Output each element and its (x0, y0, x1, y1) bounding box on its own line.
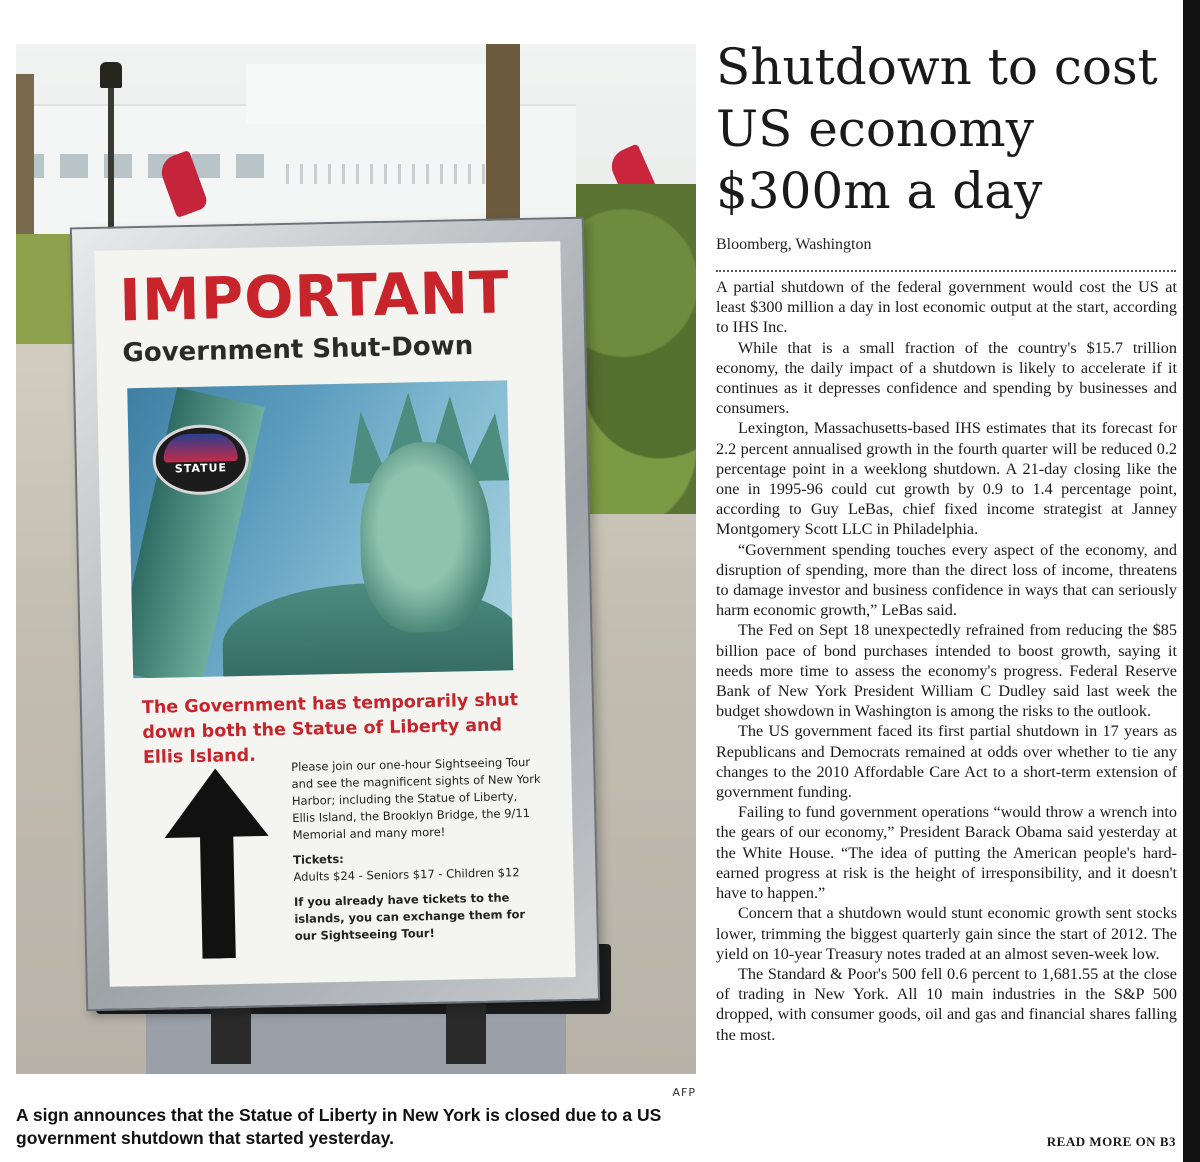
sign-foot (211, 1004, 251, 1064)
closure-notice: The Government has temporarily shut down both the Statue of Liberty and Ellis Island. (141, 690, 519, 769)
article-paragraph: “Government spending touches every aspect of the economy, and disruption of spending, more than the direct loss of income, threatens to damage investor and business confidence in ways that can seriously harm economic growth,” LeBas said. (716, 540, 1177, 620)
sign-base (146, 1014, 566, 1074)
ferry-railing (286, 164, 486, 184)
article-byline: Bloomberg, Washington (716, 236, 872, 253)
tickets-prices: Adults $24 - Seniors $17 - Children $12 (293, 865, 520, 884)
byline-divider (716, 270, 1176, 272)
article-paragraph: A partial shutdown of the federal government would cost the US at least $300 million a day in lost economic output at the start, according to IHS Inc. (716, 278, 1177, 337)
statue-of-liberty-image (127, 380, 513, 678)
sign-panel (94, 241, 575, 987)
page-edge-bar (1183, 0, 1200, 1162)
ferry-windows (16, 154, 266, 178)
photo-credit: AFP (672, 1086, 696, 1099)
lamp-head (100, 62, 122, 88)
tickets-label: Tickets: (292, 851, 344, 867)
bushes-right (576, 184, 696, 514)
sign-heading: IMPORTANT (118, 258, 511, 335)
lamp-post (108, 74, 114, 244)
logo-skyline (163, 433, 238, 463)
tour-info (291, 754, 545, 945)
sign-subheading: Government Shut-Down (122, 331, 474, 369)
article-paragraph: While that is a small fraction of the country's $15.7 trillion economy, the daily impact of a shutdown is likely to accelerate if it continues as it depresses confidence and spending by businesses and consumers. (716, 338, 1177, 418)
article-headline: Shutdown to cost US economy $300m a day (716, 38, 1158, 220)
news-photo (16, 44, 696, 1074)
article-body (716, 277, 1177, 1045)
tree-trunk (486, 44, 520, 224)
sign-foot (446, 1004, 486, 1064)
article-paragraph: Concern that a shutdown would stunt economic growth sent stocks lower, trimming the biggest quarterly gain since the start of 2012. The yield on 10-year Treasury notes traded at an almost seven-week low. (716, 904, 1177, 963)
tour-text: Please join our one-hour Sightseeing Tour and see the magnificent sights of New York Harbor; including the Statue of Liberty, Ellis Island, the Brooklyn Bridge, the 9/11 Memorial and many more! (291, 754, 541, 842)
article-paragraph: The Standard & Poor's 500 fell 0.6 percent to 1,681.55 at the close of trading in New York. All 10 main industries in the S&P 500 dropped, with consumer goods, oil and gas and financial shares falling the most. (716, 964, 1177, 1044)
article-paragraph: Lexington, Massachusetts-based IHS estimates that its forecast for 2.2 percent annualised growth in the fourth quarter will be reduced 0.2 percentage point in a weeklong shutdown. A 21-day closing like the one in 1995-96 could cut growth by 0.9 to 1.4 percentage point, according to Guy LeBas, chief fixed income strategist at Janney Montgomery Scott LLC in Philadelphia. (716, 419, 1177, 539)
tree-trunk-left (16, 74, 34, 234)
read-more-link[interactable]: READ MORE ON B3 (1046, 1134, 1176, 1149)
exchange-text: If you already have tickets to the islands, you can exchange them for our Sightseeing Tour! (293, 890, 526, 943)
article-paragraph: The Fed on Sept 18 unexpectedly refrained from reducing the $85 billion pace of bond purchases intended to boost growth, saying it needs more time to assess the economy's progress. Federal Reserve Bank of New York President William C Dudley said last week the budget showdown in Washington is among the risks to the outlook. (716, 621, 1177, 721)
ferry-upper-deck (246, 64, 486, 124)
up-arrow-icon (163, 767, 271, 959)
article-paragraph: Failing to fund government operations “would throw a wrench into the gears of our economy,” President Barack Obama said yesterday at the White House. “The idea of putting the American people's hard-earned progress at risk is the height of irresponsibility, and it doesn't have to happen.” (716, 803, 1177, 903)
photo-caption: A sign announces that the Statue of Liberty in New York is closed due to a US government shutdown that started yesterday. (16, 1105, 662, 1148)
statue-face (358, 441, 492, 634)
logo-text: STATUE (174, 461, 228, 476)
article-paragraph: The US government faced its first partial shutdown in 17 years as Republicans and Democrats remained at odds over whether to tie any changes to the 2010 Affordable Care Act to a short-term extension of government funding. (716, 722, 1177, 802)
sign-frame (70, 217, 600, 1012)
